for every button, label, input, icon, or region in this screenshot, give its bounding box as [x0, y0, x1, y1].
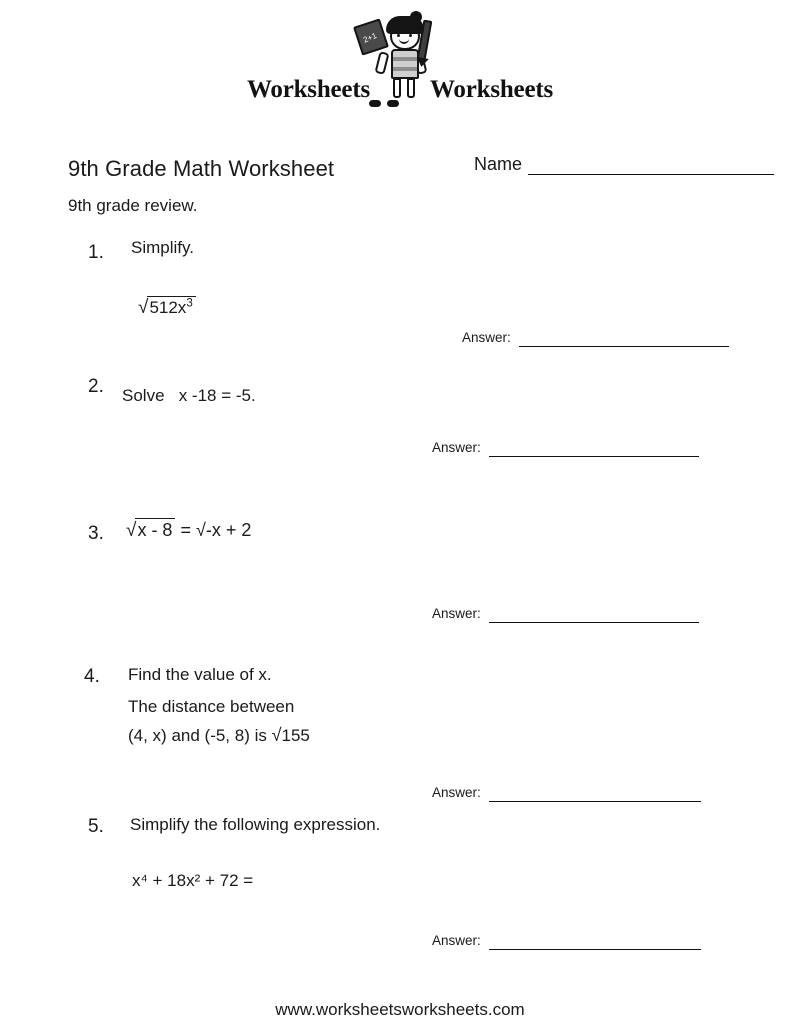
question-3-left-radicand: x - 8 [137, 520, 173, 540]
figure-shirt-stripe [393, 67, 417, 71]
answer-line-3[interactable] [489, 613, 699, 623]
radical-sign-icon: √ [196, 520, 206, 540]
question-4-points: (4, x) and (-5, 8) is [128, 726, 272, 745]
figure-body [391, 49, 419, 79]
footer-url[interactable]: www.worksheetsworksheets.com [275, 1000, 525, 1019]
question-4-radicand: 155 [281, 726, 310, 745]
answer-line-1[interactable] [519, 337, 729, 347]
name-label: Name [474, 154, 523, 174]
question-3-right-radicand: -x + 2 [205, 520, 252, 540]
question-1-expression [138, 296, 196, 318]
answer-label-4: Answer: [432, 785, 481, 800]
answer-row-5[interactable] [432, 933, 701, 950]
question-4-line-2: The distance between [128, 697, 295, 716]
answer-line-4[interactable] [489, 792, 701, 802]
question-3 [68, 512, 768, 572]
answer-row-2[interactable] [432, 440, 699, 457]
radical-sign-icon: √ [271, 725, 282, 745]
question-4-number: 4. [84, 666, 100, 687]
question-5 [68, 812, 768, 922]
question-1-radicand: 512x [149, 298, 187, 317]
radical-sign-icon: √ [138, 297, 149, 318]
figure-eye-left [397, 34, 400, 37]
question-3-number: 3. [88, 523, 104, 544]
page-subtitle: 9th grade review. [68, 196, 198, 215]
logo-word-right: Worksheets [430, 76, 554, 103]
question-3-equals: = [180, 520, 191, 540]
figure-shirt-stripe [393, 57, 417, 61]
question-4-line-1: Find the value of x. [128, 665, 272, 684]
answer-line-2[interactable] [489, 447, 699, 457]
question-2-equation: x -18 = -5. [178, 386, 256, 405]
answer-label-1: Answer: [462, 330, 511, 345]
question-2-prompt [122, 386, 256, 406]
question-2-verb: Solve [122, 386, 165, 405]
answer-label-3: Answer: [432, 606, 481, 621]
answer-row-3[interactable] [432, 606, 699, 623]
question-1-prompt: Simplify. [131, 238, 194, 257]
book-icon [353, 18, 389, 55]
question-1-number: 1. [88, 242, 104, 263]
question-3-expression [126, 518, 251, 541]
logo-word-left: Worksheets [246, 76, 370, 103]
name-input-line[interactable] [528, 153, 774, 175]
logo-wordmark [240, 76, 560, 104]
radical-sign-icon: √ [126, 520, 137, 541]
site-logo [0, 14, 800, 124]
figure-hair [386, 16, 424, 34]
question-4 [68, 662, 768, 772]
answer-row-4[interactable] [432, 785, 701, 802]
question-2 [68, 375, 768, 435]
page-title: 9th Grade Math Worksheet [68, 156, 335, 181]
answer-label-5: Answer: [432, 933, 481, 948]
answer-line-5[interactable] [489, 940, 701, 950]
name-field[interactable] [474, 153, 774, 175]
figure-arm-left [374, 51, 389, 75]
figure-eye-right [409, 34, 412, 37]
question-1-exponent: 3 [186, 297, 193, 310]
question-4-line-3 [128, 726, 310, 746]
question-5-number: 5. [88, 816, 104, 837]
question-5-prompt: Simplify the following expression. [130, 815, 381, 834]
question-2-number: 2. [88, 376, 104, 397]
question-5-expression: x⁴ + 18x² + 72 = [132, 871, 254, 890]
answer-row-1[interactable] [462, 330, 729, 347]
answer-label-2: Answer: [432, 440, 481, 455]
